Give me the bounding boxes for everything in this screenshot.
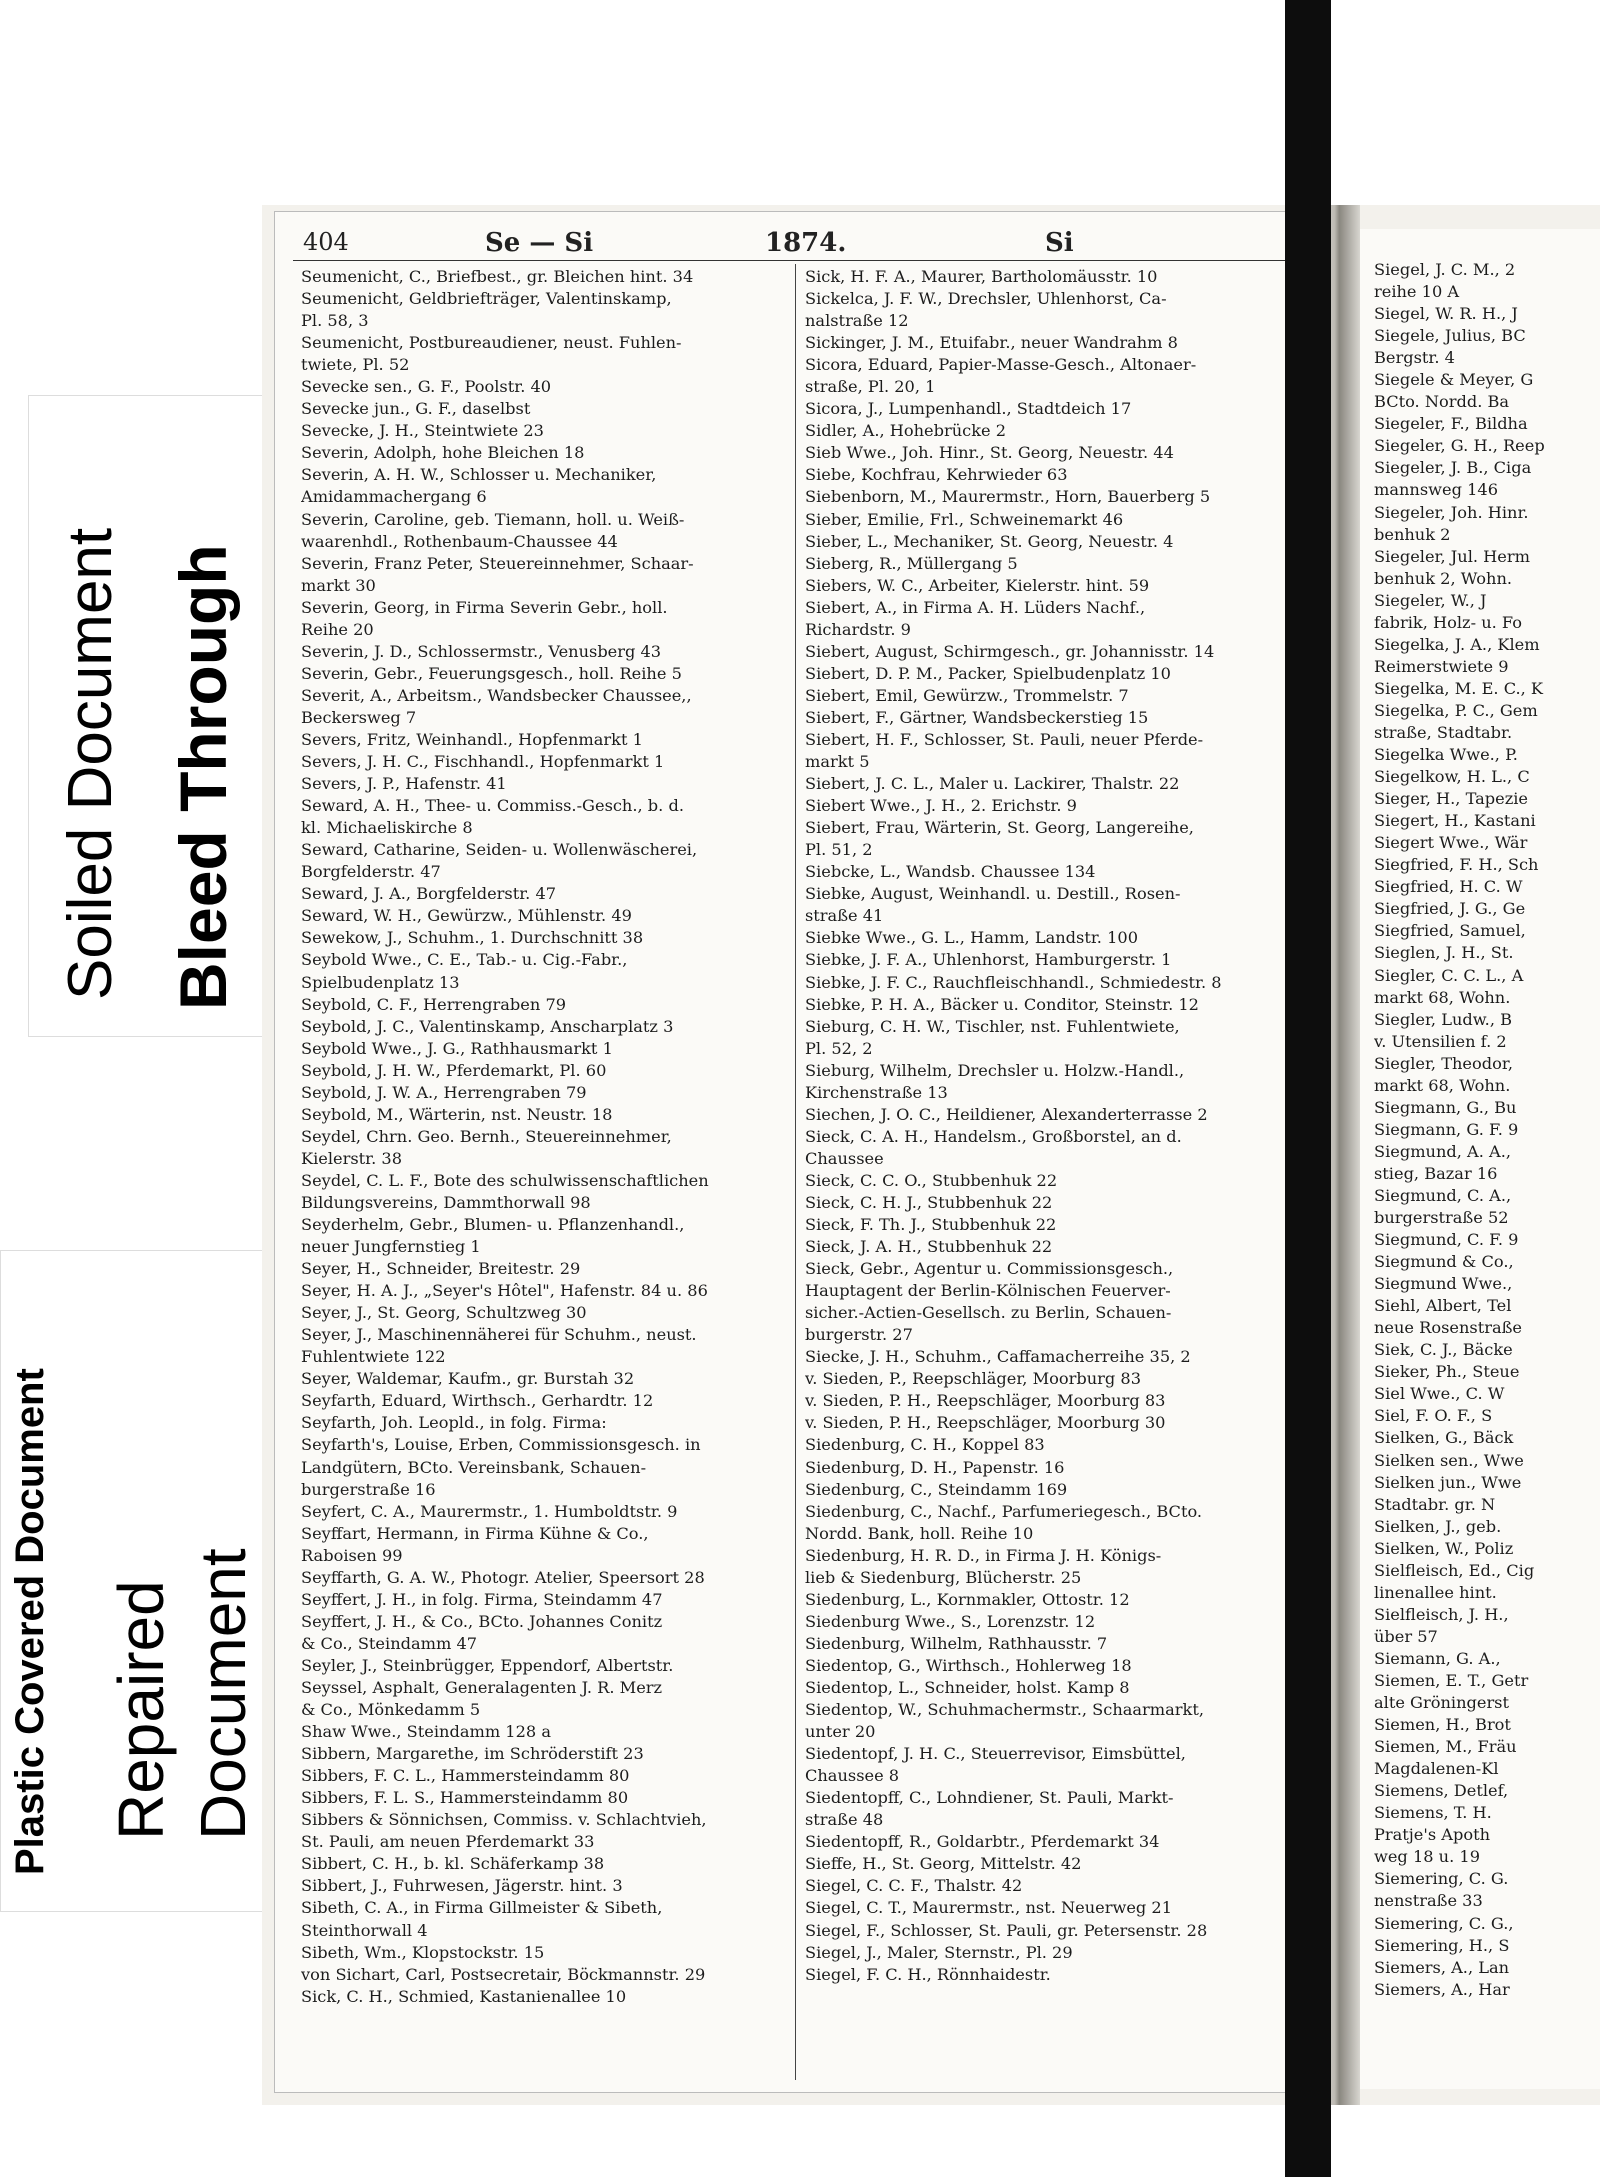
- directory-entry: mannsweg 146: [1374, 480, 1498, 500]
- directory-entry: Siegmann, G., Bu: [1374, 1097, 1517, 1117]
- directory-entry: Severin, Franz Peter, Steuereinnehmer, Schaar-: [301, 553, 694, 573]
- directory-entry: Siegmund Wwe.,: [1374, 1274, 1513, 1294]
- directory-entry: Pratje's Apoth: [1374, 1825, 1491, 1845]
- directory-entry: Siel, F. O. F., S: [1374, 1406, 1493, 1426]
- directory-entry: Severs, J. H. C., Fischhandl., Hopfenmarkt 1: [301, 752, 665, 772]
- directory-entry: Kirchenstraße 13: [805, 1082, 948, 1102]
- directory-entry: Seybold, J. C., Valentinskamp, Anscharplatz 3: [301, 1016, 674, 1036]
- directory-entry: Siegeler, G. H., Reep: [1374, 436, 1545, 456]
- soiled-document-label: Soiled Document: [56, 527, 125, 1000]
- directory-entry: Siebert, D. P. M., Packer, Spielbudenplatz 10: [805, 663, 1171, 683]
- directory-entry: Severin, Gebr., Feuerungsgesch., holl. Reihe 5: [301, 663, 682, 683]
- directory-entry: Sickinger, J. M., Etuifabr., neuer Wandrahm 8: [805, 333, 1178, 353]
- directory-entry: Seyler, J., Steinbrügger, Eppendorf, Albertstr.: [301, 1655, 674, 1675]
- directory-entry: Sibbers & Sönnichsen, Commiss. v. Schlachtvieh,: [301, 1810, 707, 1830]
- directory-entry: Chaussee 8: [805, 1766, 900, 1786]
- directory-entry: v. Sieden, P., Reepschläger, Moorburg 83: [805, 1369, 1142, 1389]
- directory-entry: fabrik, Holz- u. Fo: [1374, 612, 1523, 632]
- directory-entry: BCto. Nordd. Ba: [1374, 392, 1510, 412]
- directory-entry: Sibbers, F. L. S., Hammersteindamm 80: [301, 1788, 629, 1808]
- directory-entry: Sibbers, F. C. L., Hammersteindamm 80: [301, 1766, 630, 1786]
- directory-entry: Sieburg, C. H. W., Tischler, nst. Fuhlentwiete,: [805, 1016, 1180, 1036]
- directory-entry: Siegmund, C. A.,: [1374, 1185, 1512, 1205]
- directory-entry: Siemen, E. T., Getr: [1374, 1671, 1529, 1690]
- directory-entry: Fuhlentwiete 122: [301, 1347, 446, 1367]
- directory-entry: Sieffe, H., St. Georg, Mittelstr. 42: [805, 1854, 1082, 1874]
- directory-entry: Seydel, C. L. F., Bote des schulwissenschaftlichen: [301, 1170, 709, 1190]
- directory-entry: Seybold, M., Wärterin, nst. Neustr. 18: [301, 1104, 613, 1124]
- directory-entry: Siemering, C. G.: [1374, 1869, 1509, 1889]
- directory-entry: Siechen, J. O. C., Heildiener, Alexanderterrasse 2: [805, 1104, 1208, 1124]
- directory-entry: Siedenburg, C., Nachf., Parfumeriegesch., BCto.: [805, 1501, 1203, 1521]
- directory-entry: burgerstraße 52: [1374, 1208, 1509, 1228]
- directory-entry: Sieck, F. Th. J., Stubbenhuk 22: [805, 1215, 1057, 1235]
- directory-entry: Sick, H. F. A., Maurer, Bartholomäusstr. 10: [805, 267, 1158, 286]
- directory-entry: Pl. 51, 2: [805, 840, 873, 860]
- directory-entry: Hauptagent der Berlin-Kölnischen Feuerver-: [805, 1281, 1171, 1301]
- directory-entry: burgerstr. 27: [805, 1325, 913, 1345]
- directory-entry: Severit, A., Arbeitsm., Wandsbecker Chaussee,,: [301, 685, 692, 705]
- directory-entry: Sieck, Gebr., Agentur u. Commissionsgesch.,: [805, 1259, 1174, 1279]
- directory-entry: Spielbudenplatz 13: [301, 972, 460, 992]
- directory-entry: Siegmund & Co.,: [1374, 1252, 1514, 1272]
- directory-entry: Siegel, W. R. H., J: [1374, 304, 1518, 324]
- directory-entry: alte Gröningerst: [1374, 1693, 1509, 1713]
- directory-entry: Sevecke sen., G. F., Poolstr. 40: [301, 377, 552, 397]
- directory-entry: Siebenborn, M., Maurermstr., Horn, Bauerberg 5: [805, 487, 1211, 507]
- directory-entry: Siebert, H. F., Schlosser, St. Pauli, neuer Pferde-: [805, 729, 1204, 749]
- directory-entry: markt 5: [805, 752, 870, 772]
- directory-entry: burgerstraße 16: [301, 1479, 436, 1499]
- directory-entry: unter 20: [805, 1722, 876, 1742]
- directory-entry: Siegfried, J. G., Ge: [1374, 899, 1526, 919]
- header-key: Si: [1045, 228, 1074, 258]
- directory-entry: Siedentop, L., Schneider, holst. Kamp 8: [805, 1678, 1130, 1697]
- directory-entry: Seyffart, Hermann, in Firma Kühne & Co.,: [301, 1523, 649, 1543]
- directory-entry: straße, Stadtabr.: [1374, 722, 1513, 742]
- directory-entry: Sieber, L., Mechaniker, St. Georg, Neuestr. 4: [805, 531, 1174, 551]
- directory-entry: v. Utensilien f. 2: [1374, 1031, 1507, 1051]
- directory-entry: Seyfert, C. A., Maurermstr., 1. Humboldtstr. 9: [301, 1501, 678, 1521]
- directory-entry: Reimerstwiete 9: [1374, 656, 1509, 676]
- column-divider: [795, 264, 796, 2080]
- facing-page: [1360, 229, 1600, 2089]
- directory-entry: Sicora, Eduard, Papier-Masse-Gesch., Altonaer-: [805, 355, 1197, 375]
- directory-entry: Sieberg, R., Müllergang 5: [805, 553, 1018, 573]
- directory-entry: Siegelkow, H. L., C: [1374, 767, 1530, 787]
- directory-entry: Sieck, J. A. H., Stubbenhuk 22: [805, 1237, 1053, 1257]
- directory-entry: Seyer, H., Schneider, Breitestr. 29: [301, 1259, 581, 1279]
- directory-entry: Seyffert, J. H., & Co., BCto. Johannes Conitz: [301, 1611, 663, 1631]
- directory-entry: Siebert Wwe., J. H., 2. Erichstr. 9: [805, 796, 1077, 816]
- directory-entry: Siehl, Albert, Tel: [1374, 1296, 1512, 1316]
- directory-entry: Siel Wwe., C. W: [1374, 1384, 1505, 1404]
- directory-entry: Sieburg, Wilhelm, Drechsler u. Holzw.-Handl.,: [805, 1060, 1185, 1080]
- directory-entry: & Co., Mönkedamm 5: [301, 1700, 481, 1720]
- directory-entry: nenstraße 33: [1374, 1891, 1483, 1911]
- directory-page: [274, 211, 1316, 2093]
- directory-entry: Siebe, Kochfrau, Kehrwieder 63: [805, 465, 1068, 485]
- directory-entry: Sieck, C. H. J., Stubbenhuk 22: [805, 1192, 1053, 1212]
- directory-entry: Siedenburg, H. R. D., in Firma J. H. Königs-: [805, 1545, 1162, 1565]
- directory-entry: Seyer, J., Maschinennäherei für Schuhm., neust.: [301, 1325, 697, 1345]
- page-header: [275, 228, 1315, 262]
- directory-entry: kl. Michaeliskirche 8: [301, 818, 473, 838]
- directory-entry: Siegel, J., Maler, Sternstr., Pl. 29: [805, 1942, 1073, 1962]
- directory-entry: Seyfarth, Eduard, Wirthsch., Gerhardtr. 12: [301, 1391, 654, 1411]
- directory-entry: Siedentopff, R., Goldarbtr., Pferdemarkt 34: [805, 1832, 1160, 1852]
- directory-entry: Sibbert, C. H., b. kl. Schäferkamp 38: [301, 1854, 605, 1874]
- directory-entry: Seward, A. H., Thee- u. Commiss.-Gesch., b. d.: [301, 796, 684, 816]
- directory-entry: Seward, J. A., Borgfelderstr. 47: [301, 884, 557, 904]
- directory-entry: Siegeler, Jul. Herm: [1374, 546, 1530, 566]
- directory-entry: Siek, C. J., Bäcke: [1374, 1340, 1513, 1360]
- directory-entry: v. Sieden, P. H., Reepschläger, Moorburg 83: [805, 1391, 1166, 1411]
- directory-entry: Sidler, A., Hohebrücke 2: [805, 421, 1007, 441]
- directory-entry: Sickelca, J. F. W., Drechsler, Uhlenhorst, Ca-: [805, 289, 1167, 309]
- directory-entry: Sielken sen., Wwe: [1374, 1450, 1524, 1470]
- directory-entry: Siegel, C. C. F., Thalstr. 42: [805, 1876, 1023, 1896]
- directory-entry: Pl. 52, 2: [805, 1038, 873, 1058]
- directory-entry: Siemen, M., Fräu: [1374, 1737, 1517, 1757]
- directory-entry: Sevecke, J. H., Steintwiete 23: [301, 421, 544, 441]
- directory-entry: Siebke, J. F. C., Rauchfleischhandl., Schmiedestr. 8: [805, 972, 1222, 992]
- directory-entry: Siebert, J. C. L., Maler u. Lackirer, Thalstr. 22: [805, 774, 1180, 794]
- directory-entry: Siedentop, G., Wirthsch., Hohlerweg 18: [805, 1655, 1132, 1675]
- directory-entry: Siegler, Theodor,: [1374, 1053, 1513, 1073]
- plastic-covered-label: Plastic Covered Document: [8, 1368, 52, 1875]
- directory-entry: straße 48: [805, 1810, 884, 1830]
- directory-entry: Siegele & Meyer, G: [1374, 370, 1534, 390]
- directory-entry: Chaussee: [805, 1148, 884, 1168]
- directory-entry: Siegel, F. C. H., Rönnhaidestr.: [805, 1964, 1051, 1984]
- directory-entry: Siegmund, C. F. 9: [1374, 1230, 1519, 1250]
- directory-entry: Seumenicht, Postbureaudiener, neust. Fuhlen-: [301, 333, 682, 353]
- directory-entry: Reihe 20: [301, 619, 374, 639]
- directory-entry: Siebke, P. H. A., Bäcker u. Conditor, Steinstr. 12: [805, 994, 1199, 1014]
- directory-entry: stieg, Bazar 16: [1374, 1163, 1498, 1183]
- directory-entry: Steinthorwall 4: [301, 1920, 428, 1940]
- directory-entry: Severin, Caroline, geb. Tiemann, holl. u. Weiß-: [301, 509, 685, 529]
- directory-entry: Severin, Georg, in Firma Severin Gebr., holl.: [301, 597, 668, 617]
- directory-entry: neuer Jungfernstieg 1: [301, 1237, 481, 1257]
- directory-entry: Siegele, Julius, BC: [1374, 326, 1526, 346]
- directory-entry: Sick, C. H., Schmied, Kastanienallee 10: [301, 1986, 627, 2006]
- directory-entry: Bildungsvereins, Dammthorwall 98: [301, 1192, 591, 1212]
- directory-entry: benhuk 2, Wohn.: [1374, 568, 1513, 588]
- directory-entry: Sielken, W., Poliz: [1374, 1538, 1514, 1558]
- directory-entry: Siegelka, P. C., Gem: [1374, 700, 1538, 720]
- directory-entry: Siebke, J. F. A., Uhlenhorst, Hamburgerstr. 1: [805, 950, 1172, 970]
- directory-entry: Severin, J. D., Schlossermstr., Venusberg 43: [301, 641, 662, 661]
- directory-entry: Sibbert, J., Fuhrwesen, Jägerstr. hint. 3: [301, 1876, 623, 1896]
- directory-entry: Siegert Wwe., Wär: [1374, 833, 1528, 853]
- directory-entry: Raboisen 99: [301, 1545, 403, 1565]
- directory-entry: & Co., Steindamm 47: [301, 1633, 478, 1653]
- directory-entry: straße, Pl. 20, 1: [805, 377, 936, 397]
- directory-entry: Seyfarth, Joh. Leopld., in folg. Firma:: [301, 1413, 607, 1433]
- directory-entry: Sielken, G., Bäck: [1374, 1428, 1514, 1448]
- directory-entry: Siegel, C. T., Maurermstr., nst. Neuerweg 21: [805, 1898, 1173, 1918]
- directory-entry: v. Sieden, P. H., Reepschläger, Moorburg 30: [805, 1413, 1166, 1433]
- directory-entry: Seydel, Chrn. Geo. Bernh., Steuereinnehmer,: [301, 1126, 672, 1146]
- directory-entry: Seybold, J. W. A., Herrengraben 79: [301, 1082, 587, 1102]
- directory-entry: Siebert, A., in Firma A. H. Lüders Nachf.,: [805, 597, 1146, 617]
- directory-entry: Siebert, F., Gärtner, Wandsbeckerstieg 15: [805, 707, 1149, 727]
- directory-entry: lieb & Siedenburg, Blücherstr. 25: [805, 1567, 1082, 1587]
- directory-entry: Sieber, Emilie, Frl., Schweinemarkt 46: [805, 509, 1124, 529]
- directory-entry: Siedentopf, J. H. C., Steuerrevisor, Eimsbüttel,: [805, 1744, 1186, 1764]
- directory-entry: Siemen, H., Brot: [1374, 1715, 1511, 1735]
- directory-entry: Siebers, W. C., Arbeiter, Kielerstr. hint. 59: [805, 575, 1150, 595]
- directory-entry: Siedenburg, Wilhelm, Rathhausstr. 7: [805, 1633, 1108, 1653]
- directory-entry: sicher.-Actien-Gesellsch. zu Berlin, Schauen-: [805, 1303, 1172, 1323]
- directory-entry: Seyffarth, G. A. W., Photogr. Atelier, Speersort 28: [301, 1567, 705, 1587]
- directory-entry: Siedenburg, L., Kornmakler, Ottostr. 12: [805, 1589, 1130, 1609]
- directory-entry: markt 30: [301, 575, 376, 595]
- directory-entry: Seybold Wwe., J. G., Rathhausmarkt 1: [301, 1038, 613, 1058]
- directory-entry: Seybold Wwe., C. E., Tab.- u. Cig.-Fabr.,: [301, 950, 628, 970]
- directory-entry: Siegfried, F. H., Sch: [1374, 855, 1539, 875]
- directory-entry: Pl. 58, 3: [301, 311, 369, 331]
- directory-entry: Siegelka, M. E. C., K: [1374, 678, 1544, 698]
- directory-entry: Sieger, H., Tapezie: [1374, 789, 1529, 809]
- directory-entry: Siegelka, J. A., Klem: [1374, 634, 1540, 654]
- directory-entry: Siemers, A., Lan: [1374, 1957, 1510, 1977]
- directory-entry: Siemering, H., S: [1374, 1935, 1510, 1955]
- directory-entry: nalstraße 12: [805, 311, 909, 331]
- directory-entry: Amidammachergang 6: [301, 487, 487, 507]
- directory-entry: Seumenicht, Geldbriefträger, Valentinskamp,: [301, 289, 672, 309]
- directory-entry: waarenhdl., Rothenbaum-Chaussee 44: [301, 531, 618, 551]
- directory-entry: Siebert, August, Schirmgesch., gr. Johannisstr. 14: [805, 641, 1215, 661]
- directory-entry: Landgütern, BCto. Vereinsbank, Schauen-: [301, 1457, 647, 1477]
- directory-entry: Siegel, F., Schlosser, St. Pauli, gr. Petersenstr. 28: [805, 1920, 1208, 1940]
- header-rule: [293, 260, 1297, 261]
- directory-entry: Siedentopff, C., Lohndiener, St. Pauli, Markt-: [805, 1788, 1174, 1808]
- directory-entry: Siedentop, W., Schuhmachermstr., Schaarmarkt,: [805, 1700, 1204, 1720]
- directory-entry: Seyderhelm, Gebr., Blumen- u. Pflanzenhandl.,: [301, 1215, 685, 1235]
- directory-entry: Siegler, Ludw., B: [1374, 1009, 1513, 1029]
- directory-entry: Seybold, C. F., Herrengraben 79: [301, 994, 567, 1014]
- directory-entry: Siegler, C. C. L., A: [1374, 965, 1524, 985]
- directory-entry: Borgfelderstr. 47: [301, 862, 441, 882]
- directory-entry: Sielfleisch, J. H.,: [1374, 1604, 1509, 1624]
- directory-entry: Kielerstr. 38: [301, 1148, 403, 1168]
- directory-entry: Sielfleisch, Ed., Cig: [1374, 1560, 1535, 1580]
- directory-entry: von Sichart, Carl, Postsecretair, Böckmannstr. 29: [301, 1964, 706, 1984]
- directory-entry: Seyffert, J. H., in folg. Firma, Steindamm 47: [301, 1589, 663, 1609]
- directory-entry: Siebke, August, Weinhandl. u. Destill., Rosen-: [805, 884, 1181, 904]
- directory-entry: Siedenburg, D. H., Papenstr. 16: [805, 1457, 1065, 1477]
- directory-entry: Sewekow, J., Schuhm., 1. Durchschnitt 38: [301, 928, 644, 948]
- directory-entry: Siegert, H., Kastani: [1374, 811, 1536, 831]
- directory-entry: Sibeth, C. A., in Firma Gillmeister & Sibeth,: [301, 1898, 663, 1918]
- directory-entry: Seyer, Waldemar, Kaufm., gr. Burstah 32: [301, 1369, 635, 1389]
- directory-entry: Siebert, Frau, Wärterin, St. Georg, Langereihe,: [805, 818, 1194, 838]
- directory-entry: Severs, J. P., Hafenstr. 41: [301, 774, 507, 794]
- directory-entry: Siegfried, H. C. W: [1374, 877, 1523, 897]
- page-number: 404: [303, 228, 349, 256]
- directory-entry: Siemann, G. A.,: [1374, 1648, 1501, 1668]
- directory-entry: Seward, W. H., Gewürzw., Mühlenstr. 49: [301, 906, 632, 926]
- directory-entry: Sielken, J., geb.: [1374, 1516, 1502, 1536]
- directory-entry: Seybold, J. H. W., Pferdemarkt, Pl. 60: [301, 1060, 607, 1080]
- directory-entry: Siegelka Wwe., P.: [1374, 745, 1518, 765]
- directory-entry: Siegmund, A. A.,: [1374, 1141, 1512, 1161]
- directory-entry: Siegeler, F., Bildha: [1374, 414, 1528, 434]
- directory-entry: straße 41: [805, 906, 884, 926]
- directory-entry: Siegfried, Samuel,: [1374, 921, 1526, 941]
- directory-entry: Siegeler, Joh. Hinr.: [1374, 502, 1529, 522]
- right-column: [1374, 259, 1600, 2001]
- directory-entry: Siebke Wwe., G. L., Hamm, Landstr. 100: [805, 928, 1138, 948]
- directory-entry: Siemers, A., Har: [1374, 1979, 1510, 1999]
- directory-entry: reihe 10 A: [1374, 282, 1460, 302]
- directory-entry: Siedenburg, C. H., Koppel 83: [805, 1435, 1045, 1455]
- directory-entry: weg 18 u. 19: [1374, 1847, 1481, 1867]
- directory-entry: Seumenicht, C., Briefbest., gr. Bleichen hint. 34: [301, 267, 694, 286]
- middle-column: [805, 266, 1305, 1986]
- directory-entry: Seyfarth's, Louise, Erben, Commissionsgesch. in: [301, 1435, 701, 1455]
- left-column: [301, 266, 789, 2008]
- header-range: Se — Si: [485, 228, 594, 258]
- directory-entry: Sieker, Ph., Steue: [1374, 1362, 1520, 1382]
- directory-entry: Siemens, T. H.: [1374, 1803, 1492, 1823]
- directory-entry: Magdalenen-Kl: [1374, 1759, 1499, 1779]
- directory-entry: Siedenburg, C., Steindamm 169: [805, 1479, 1068, 1499]
- directory-entry: Shaw Wwe., Steindamm 128 a: [301, 1722, 552, 1742]
- directory-entry: Siegmann, G. F. 9: [1374, 1119, 1519, 1139]
- directory-entry: Sicora, J., Lumpenhandl., Stadtdeich 17: [805, 399, 1132, 419]
- directory-entry: Sieck, C. A. H., Handelsm., Großborstel, an d.: [805, 1126, 1182, 1146]
- directory-entry: Stadtabr. gr. N: [1374, 1494, 1496, 1514]
- directory-entry: Siebcke, L., Wandsb. Chaussee 134: [805, 862, 1096, 882]
- directory-entry: Seward, Catharine, Seiden- u. Wollenwäscherei,: [301, 840, 698, 860]
- directory-entry: Siegel, J. C. M., 2: [1374, 260, 1516, 279]
- directory-entry: Severs, Fritz, Weinhandl., Hopfenmarkt 1: [301, 729, 643, 749]
- directory-entry: über 57: [1374, 1626, 1438, 1646]
- directory-entry: Sibeth, Wm., Klopstockstr. 15: [301, 1942, 545, 1962]
- directory-entry: Siecke, J. H., Schuhm., Caffamacherreihe 35, 2: [805, 1347, 1191, 1367]
- directory-entry: Siemering, C. G.,: [1374, 1913, 1514, 1933]
- directory-entry: twiete, Pl. 52: [301, 355, 410, 375]
- directory-entry: Sielken jun., Wwe: [1374, 1472, 1522, 1492]
- directory-entry: Nordd. Bank, holl. Reihe 10: [805, 1523, 1034, 1543]
- directory-entry: Bergstr. 4: [1374, 348, 1455, 368]
- directory-entry: St. Pauli, am neuen Pferdemarkt 33: [301, 1832, 595, 1852]
- directory-entry: linenallee hint.: [1374, 1582, 1497, 1602]
- bleed-through-label: Bleed Through: [166, 544, 240, 1010]
- header-year: 1874.: [765, 228, 847, 258]
- directory-entry: Severin, A. H. W., Schlosser u. Mechaniker,: [301, 465, 657, 485]
- directory-entry: Seyer, J., St. Georg, Schultzweg 30: [301, 1303, 587, 1323]
- directory-entry: neue Rosenstraße: [1374, 1318, 1522, 1338]
- directory-entry: Siegeler, J. B., Ciga: [1374, 458, 1532, 478]
- directory-entry: Sibbern, Margarethe, im Schröderstift 23: [301, 1744, 644, 1764]
- directory-entry: benhuk 2: [1374, 524, 1451, 544]
- repaired-label: Repaired Document: [105, 1548, 259, 1840]
- directory-entry: Siedenburg Wwe., S., Lorenzstr. 12: [805, 1611, 1096, 1631]
- directory-entry: Siegeler, W., J: [1374, 590, 1487, 610]
- directory-entry: Seyssel, Asphalt, Generalagenten J. R. Merz: [301, 1678, 663, 1697]
- directory-entry: Sieck, C. C. O., Stubbenhuk 22: [805, 1170, 1058, 1190]
- scanned-page: [262, 205, 1600, 2105]
- directory-entry: Seyer, H. A. J., „Seyer's Hôtel", Hafenstr. 84 u. 86: [301, 1281, 708, 1301]
- directory-entry: Severin, Adolph, hohe Bleichen 18: [301, 443, 585, 463]
- directory-entry: Richardstr. 9: [805, 619, 911, 639]
- directory-entry: Siebert, Emil, Gewürzw., Trommelstr. 7: [805, 685, 1129, 705]
- scanner-edge: [1285, 0, 1331, 2177]
- directory-entry: Sieglen, J. H., St.: [1374, 943, 1514, 963]
- directory-entry: markt 68, Wohn.: [1374, 987, 1511, 1007]
- directory-entry: markt 68, Wohn.: [1374, 1075, 1511, 1095]
- directory-entry: Beckersweg 7: [301, 707, 417, 727]
- directory-entry: Sieb Wwe., Joh. Hinr., St. Georg, Neuestr. 44: [805, 443, 1174, 463]
- directory-entry: Sevecke jun., G. F., daselbst: [301, 399, 531, 419]
- directory-entry: Siemens, Detlef,: [1374, 1781, 1509, 1801]
